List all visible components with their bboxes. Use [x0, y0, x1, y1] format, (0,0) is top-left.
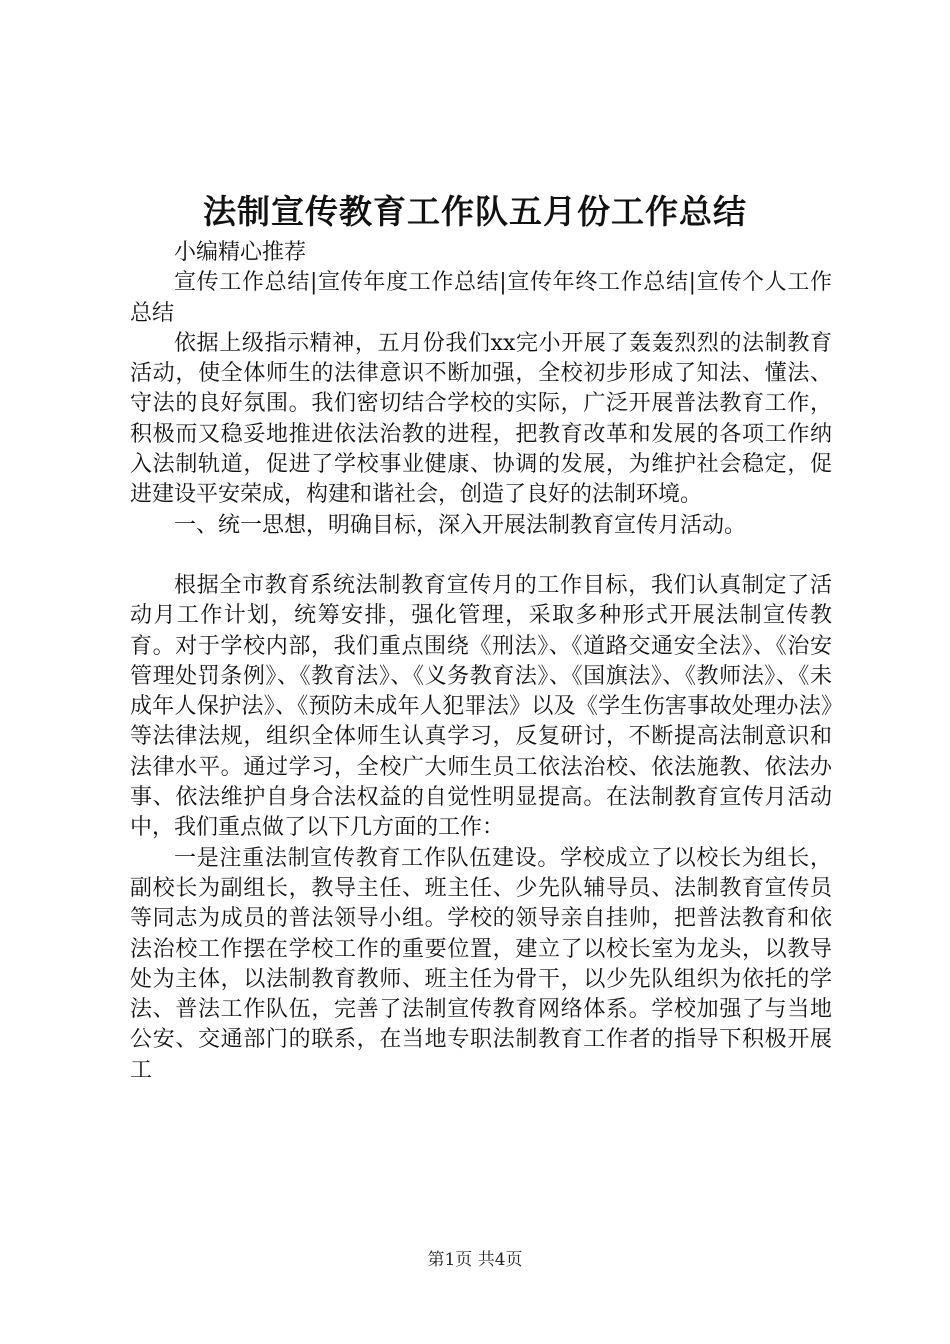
section-heading-1: 一、统一思想，明确目标，深入开展法制教育宣传月活动。 [174, 512, 747, 538]
document-body [130, 238, 832, 1086]
body-paragraph-1: 根据全市教育系统法制教育宣传月的工作目标，我们认真制定了活动月工作计划，统筹安排，强化管理，采取多种形式开展法制宣传教育。对于学校内部，我们重点围绕《刑法》、《道路交通安全法》、《治安管理处罚条例》、《教育法》、《义务教育法》、《国旗法》、《教师法》、《未成年人保护法》、《预防未成年人犯罪法》以及《学生伤害事故处理办法》等法律法规，组织全体师生认真学习，反复研讨，不断提高法制意识和法律水平。通过学习，全校广大师生员工依法治校、依法施教、依法办事、依法维护自身合法权益的自觉性明显提高。在法制教育宣传月活动中，我们重点做了以下几方面的工作： [130, 572, 832, 841]
related-links-line: 宣传工作总结|宣传年度工作总结|宣传年终工作总结|宣传个人工作总结 [130, 270, 832, 326]
intro-paragraph: 依据上级指示精神，五月份我们xx完小开展了轰轰烈烈的法制教育活动，使全体师生的法律意识不断加强，全校初步形成了知法、懂法、守法的良好氛围。我们密切结合学校的实际，广泛开展普法教育工作，积极而又稳妥地推进依法治教的进程，把教育改革和发展的各项工作纳入法制轨道，促进了学校事业健康、协调的发展，为维护社会稳定，促进建设平安荣成，构建和谐社会，创造了良好的法制环境。 [130, 330, 832, 508]
recommend-line: 小编精心推荐 [174, 240, 307, 265]
document-title: 法制宣传教育工作队五月份工作总结 [203, 192, 747, 231]
paragraph-gap [130, 541, 832, 571]
body-paragraph-2: 一是注重法制宣传教育工作队伍建设。学校成立了以校长为组长，副校长为副组长，教导主任、班主任、少先队辅导员、法制教育宣传员等同志为成员的普法领导小组。学校的领导亲自挂帅，把普法教育和依法治校工作摆在学校工作的重要位置，建立了以校长室为龙头，以教导处为主体，以法制教育教师、班主任为骨干，以少先队组织为依托的学法、普法工作队伍，完善了法制宣传教育网络体系。学校加强了与当地公安、交通部门的联系，在当地专职法制教育工作者的指导下积极开展工 [130, 845, 832, 1083]
page-footer: 第1页 共4页 [427, 1250, 523, 1270]
